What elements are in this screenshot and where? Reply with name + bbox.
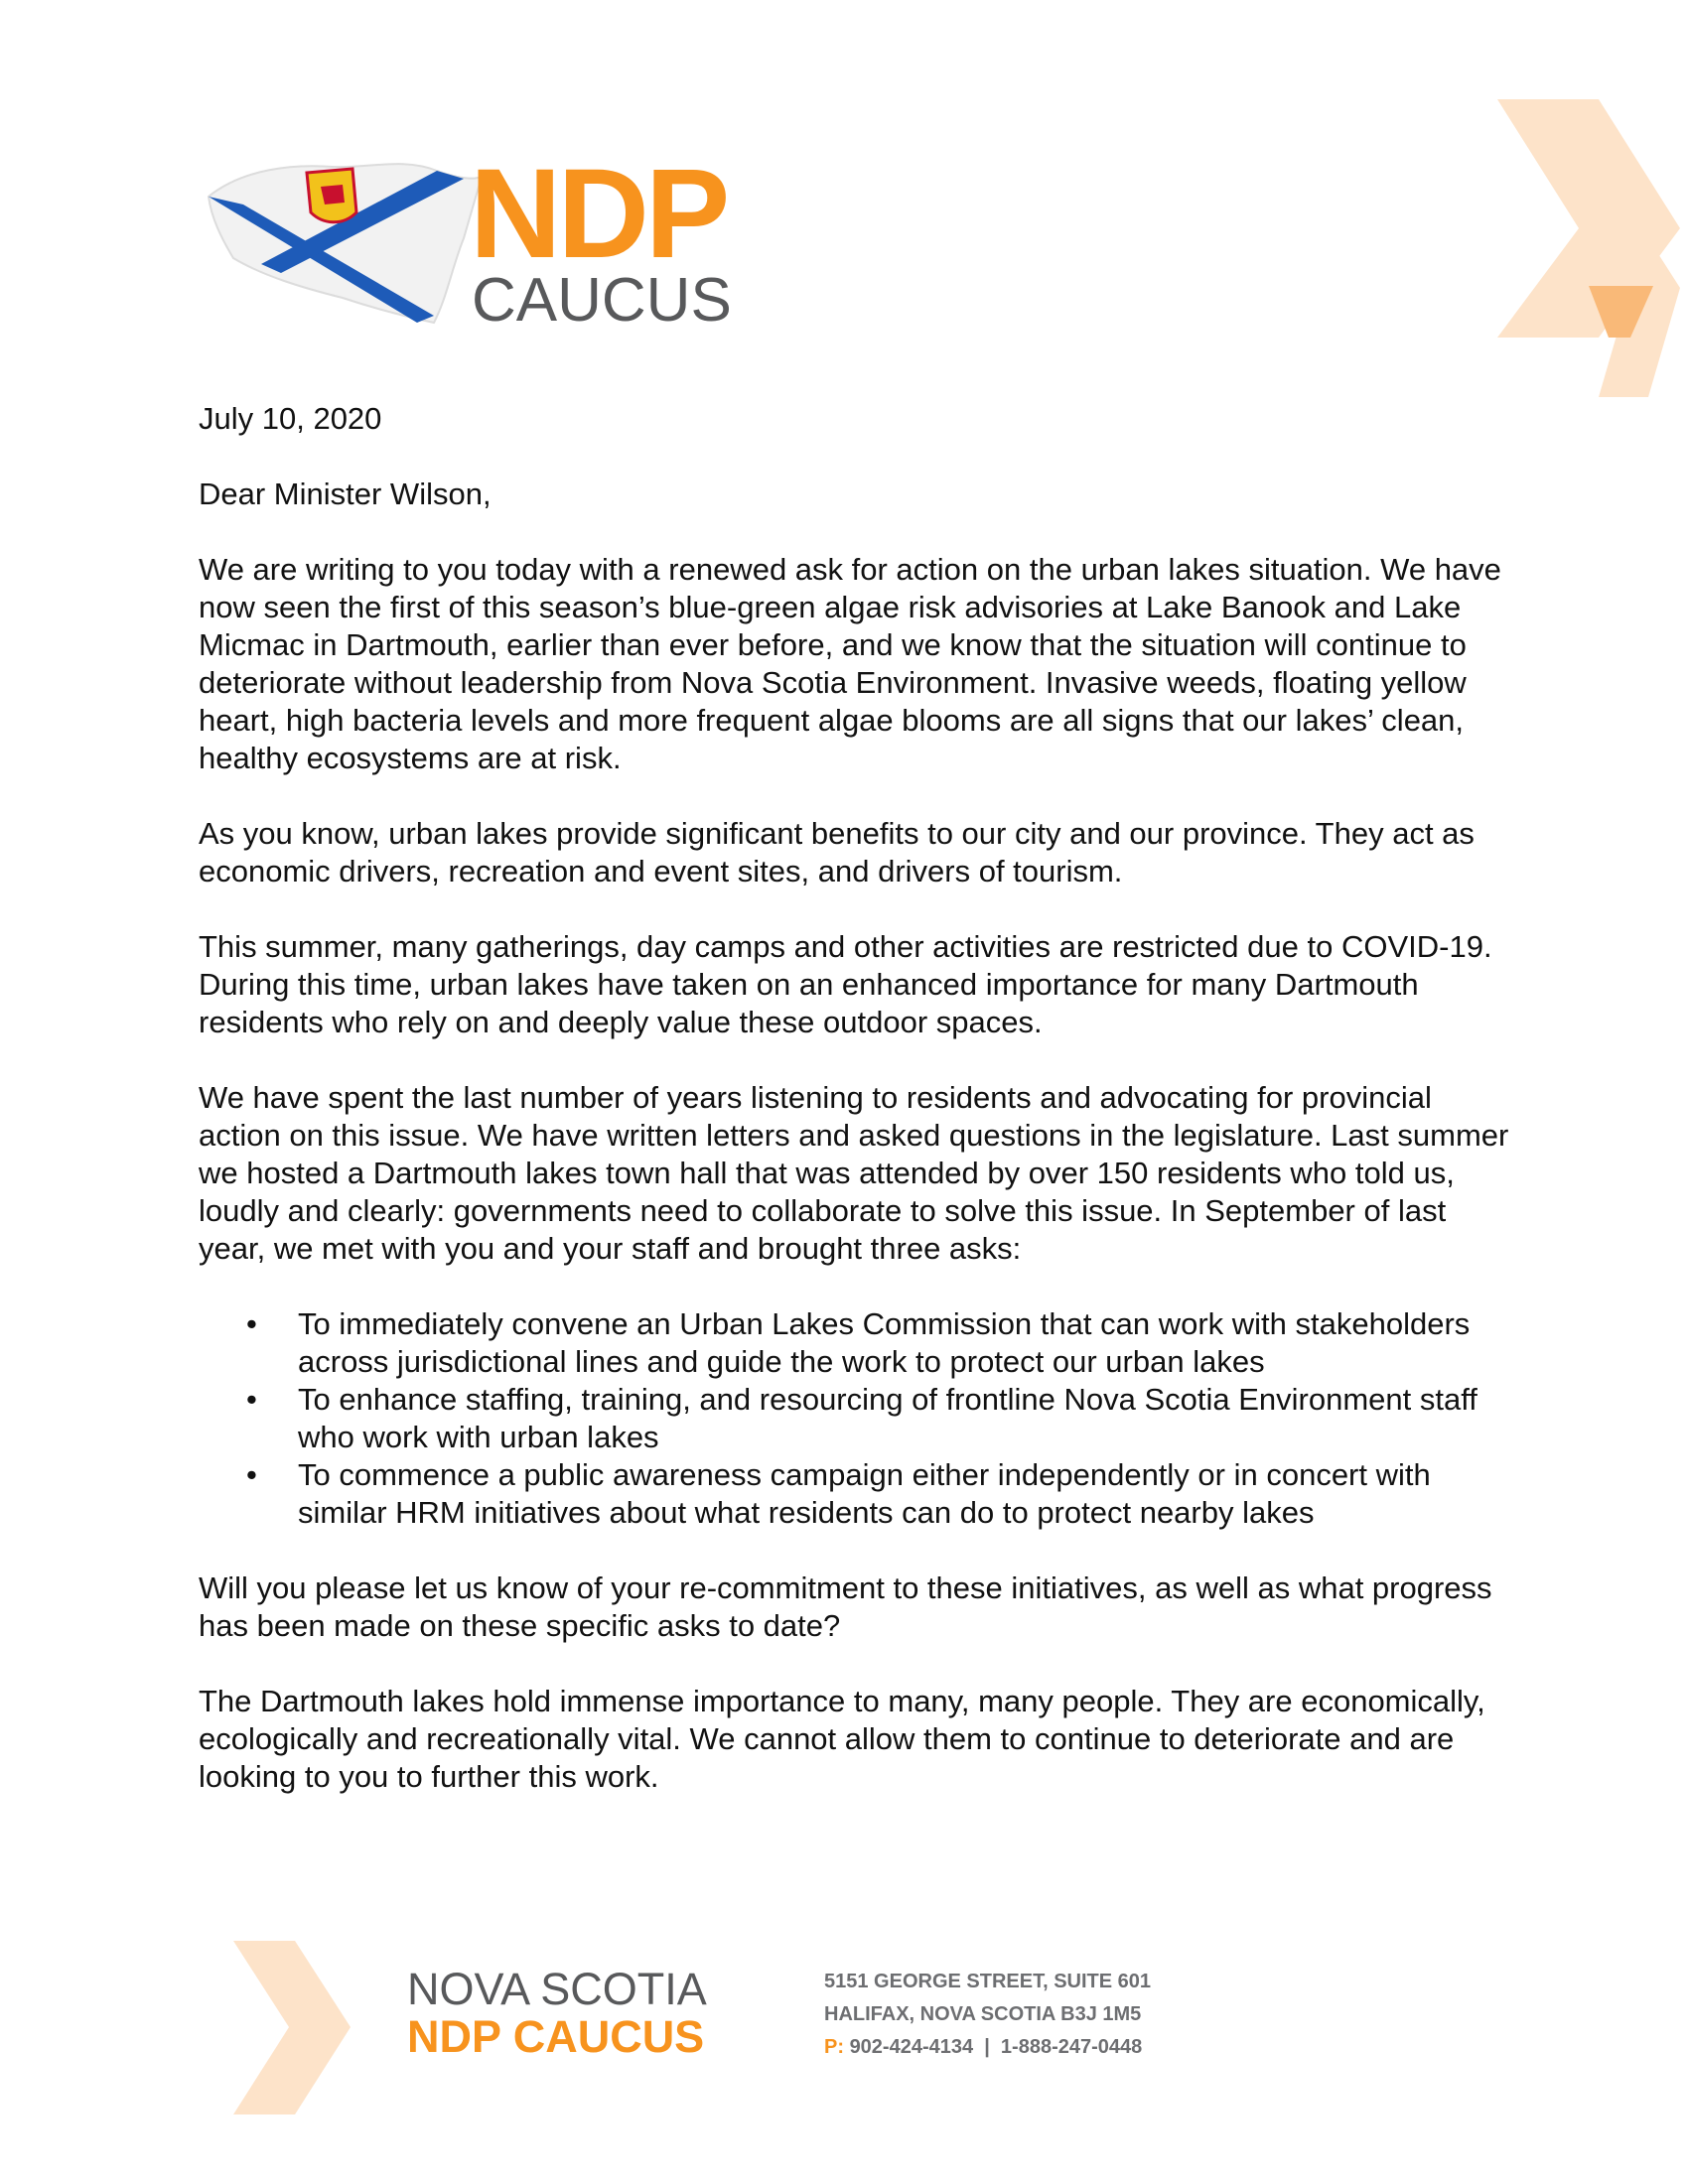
letter-paragraph: Will you please let us know of your re-commitment to these initiatives, as well as what progress has been made on these specific asks to date? — [199, 1570, 1492, 1643]
footer-org-line1: NOVA SCOTIA — [407, 1964, 707, 2014]
phone-label: P: — [824, 2036, 844, 2058]
letter-paragraph: The Dartmouth lakes hold immense importance to many, many people. They are economically, ecologically and recreationally vital. We cannot allow them to continue to deteriorate and are looking to you to further this work. — [199, 1684, 1485, 1794]
nova-scotia-flag-icon — [204, 149, 482, 328]
ask-text: To commence a public awareness campaign either independently or in concert with similar HRM initiatives about what residents can do to protect nearby lakes — [298, 1457, 1431, 1530]
letter-salutation: Dear Minister Wilson, — [199, 477, 492, 511]
logo-ndp-text: NDP — [470, 143, 727, 285]
address-line1: 5151 GEORGE STREET, SUITE 601 — [824, 1971, 1152, 1992]
letter-paragraph: We are writing to you today with a renewed ask for action on the urban lakes situation. We have now seen the first of this season’s blue-green algae risk advisories at Lake Banook and Lake Micmac in Dartmouth, earlier than ever before, and we know that the situation will continue to deteriorate without leadership from Nova Scotia Environment. Invasive weeds, floating yellow heart, high bacteria levels and more frequent algae blooms are all signs that our lakes’ clean, healthy ecosystems are at risk. — [199, 552, 1501, 775]
bullet-icon: • — [246, 1382, 257, 1417]
letter-body — [199, 400, 1509, 1834]
bullet-icon: • — [246, 1306, 257, 1341]
letter-date: July 10, 2020 — [199, 401, 382, 436]
chevron-decoration-icon — [233, 1941, 352, 2115]
chevron-decoration-icon — [1489, 99, 1688, 397]
phone-numbers: 902-424-4134 | 1-888-247-0448 — [849, 2036, 1143, 2058]
address-line2: HALIFAX, NOVA SCOTIA B3J 1M5 — [824, 2003, 1142, 2025]
asks-list — [199, 1305, 1509, 1532]
ndp-caucus-logo — [204, 143, 799, 335]
list-item — [199, 1305, 1509, 1381]
bullet-icon: • — [246, 1457, 257, 1492]
logo-caucus-text: CAUCUS — [472, 266, 732, 335]
letter-paragraph: We have spent the last number of years listening to residents and advocating for provincial action on this issue. We have written letters and asked questions in the legislature. Last summer we hosted a Dartmouth lakes town hall that was attended by over 150 residents who told us, loudly and clearly: governments need to collaborate to solve this issue. In September of last year, we met with you and your staff and brought three asks: — [199, 1080, 1509, 1266]
letter-paragraph: This summer, many gatherings, day camps and other activities are restricted due to COVID-19. During this time, urban lakes have taken on an enhanced importance for many Dartmouth residents who rely on and deeply value these outdoor spaces. — [199, 929, 1492, 1039]
list-item — [199, 1456, 1509, 1532]
footer-org-line2: NDP CAUCUS — [407, 2011, 705, 2062]
list-item — [199, 1381, 1509, 1456]
ask-text: To immediately convene an Urban Lakes Commission that can work with stakeholders across jurisdictional lines and guide the work to protect our urban lakes — [298, 1306, 1471, 1379]
ask-text: To enhance staffing, training, and resourcing of frontline Nova Scotia Environment staff who work with urban lakes — [298, 1382, 1477, 1454]
phone-line — [824, 2031, 1151, 2064]
footer-address — [824, 1966, 1151, 2064]
footer-logo — [407, 1966, 765, 2061]
letter-paragraph: As you know, urban lakes provide significant benefits to our city and our province. They act as economic drivers, recreation and event sites, and drivers of tourism. — [199, 816, 1475, 888]
